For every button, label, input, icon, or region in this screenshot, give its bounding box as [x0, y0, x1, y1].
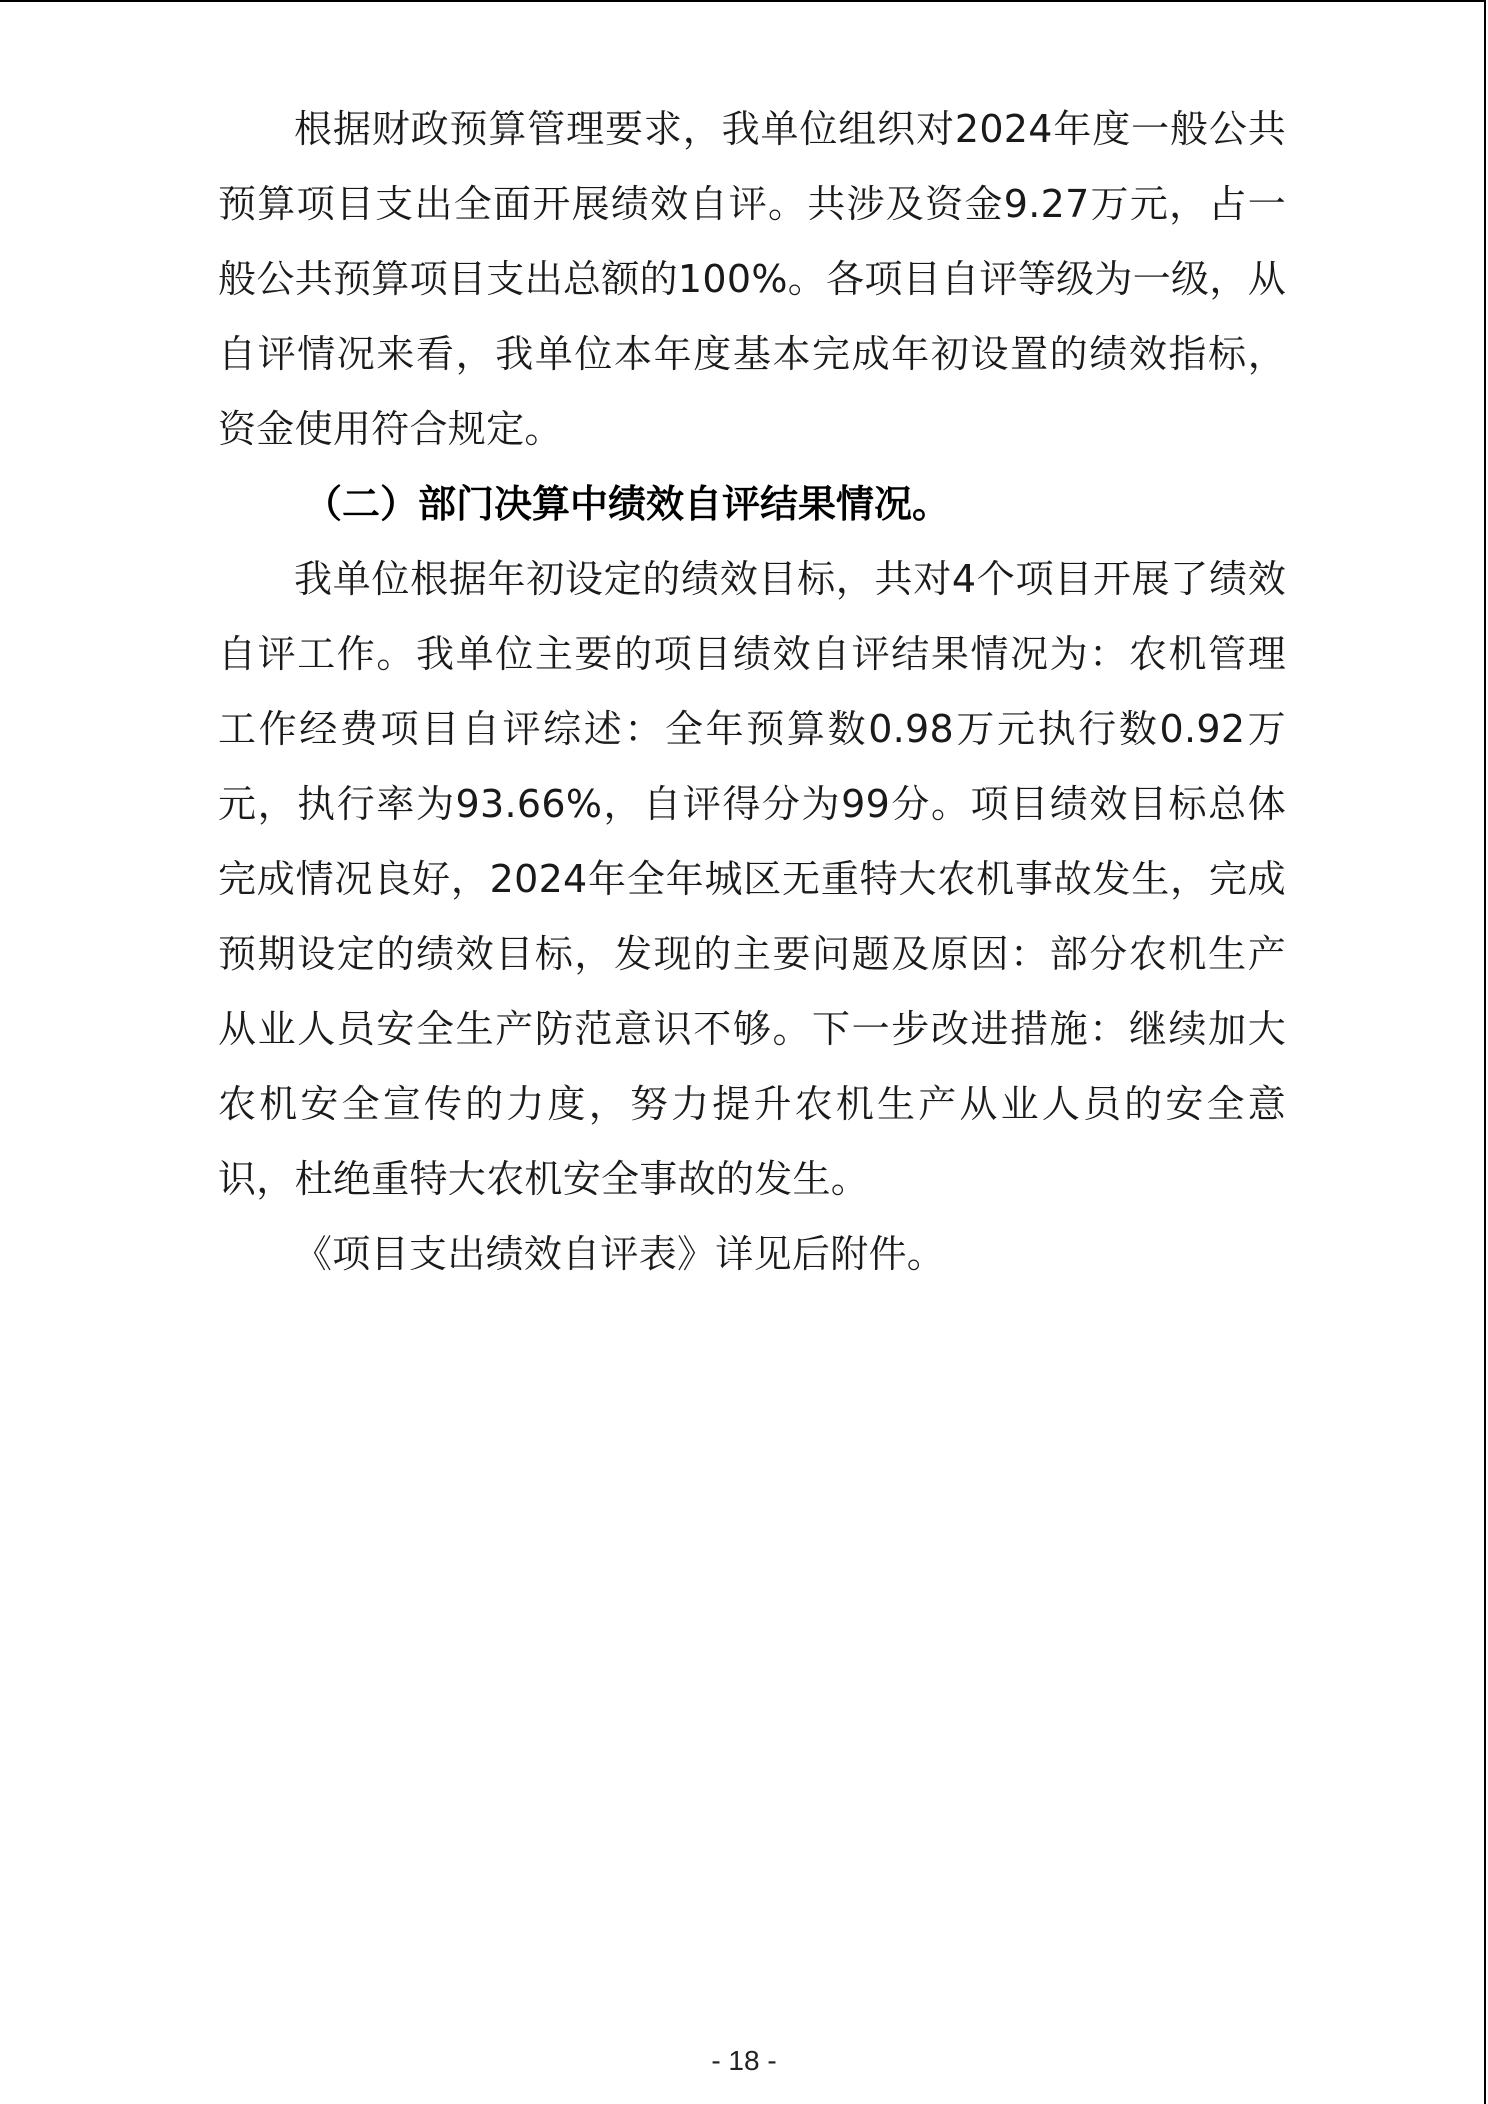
page-number: - 18 - [711, 2045, 777, 2076]
paragraph-budget-evaluation: 根据财政预算管理要求，我单位组织对2024年度一般公共预算项目支出全面开展绩效自评。共涉及资金9.27万元，占一般公共预算项目支出总额的100%。各项目自评等级为一级，从自评情况来看，我单位本年度基本完成年初设置的绩效指标，资金使用符合规定。 [218, 107, 1286, 451]
paragraph-evaluation-results: 我单位根据年初设定的绩效目标，共对4个项目开展了绩效自评工作。我单位主要的项目绩效自评结果情况为：农机管理工作经费项目自评综述：全年预算数0.98万元执行数0.92万元，执行率为93.66%，自评得分为99分。项目绩效目标总体完成情况良好，2024年全年城区无重特大农机事故发生，完成预期设定的绩效目标，发现的主要问题及原因：部分农机生产从业人员安全生产防范意识不够。下一步改进措施：继续加大农机安全宣传的力度，努力提升农机生产从业人员的安全意识，杜绝重特大农机安全事故的发生。 [218, 557, 1286, 1201]
section-heading: （二）部门决算中绩效自评结果情况。 [304, 482, 951, 526]
document-body [218, 92, 1286, 1292]
paragraph-attachment-note: 《项目支出绩效自评表》详见后附件。 [294, 1232, 946, 1276]
